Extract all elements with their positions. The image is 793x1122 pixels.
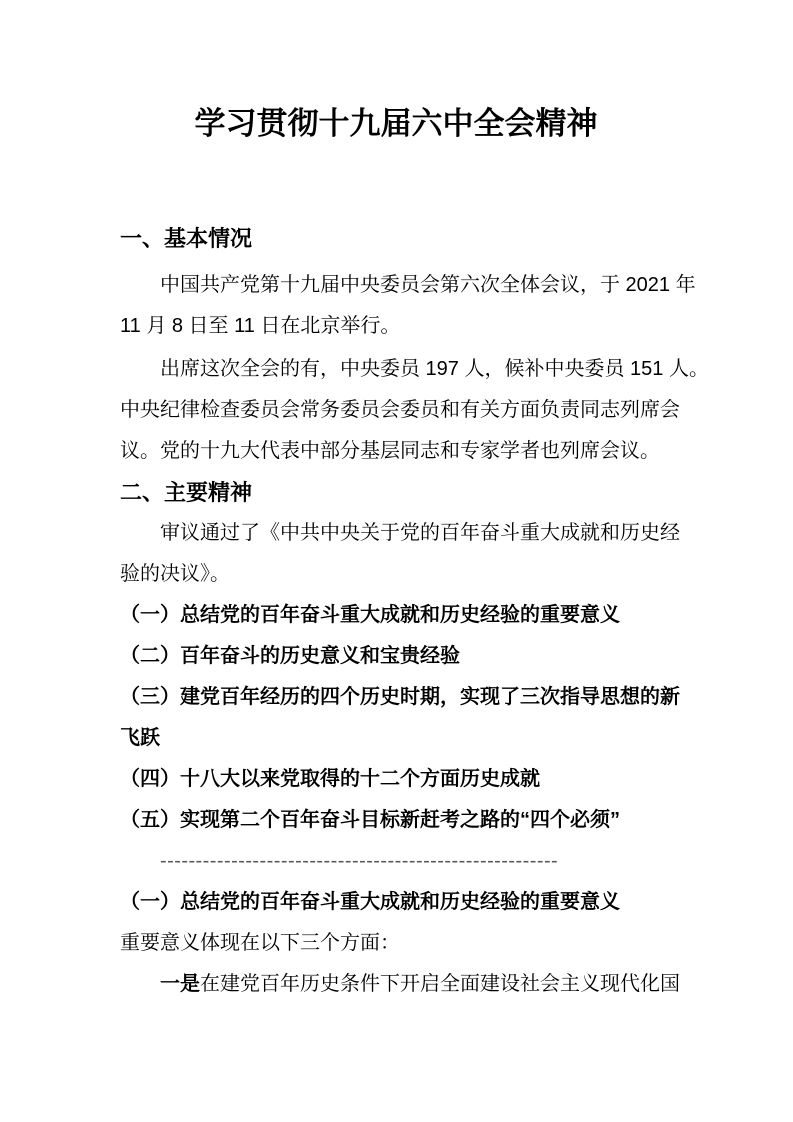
paragraph-line: 重要意义体现在以下三个方面： [120, 932, 400, 954]
outline-item-3: （三）建党百年经历的四个历史时期，实现了三次指导思想的新 [120, 686, 680, 708]
paragraph-line: 出席这次全会的有，中央委员 197 人，候补中央委员 151 人。 [160, 358, 709, 380]
paragraph-line: 议。党的十九大代表中部分基层同志和专家学者也列席会议。 [120, 440, 660, 462]
point-text: 在建党百年历史条件下开启全面建设社会主义现代化国 [200, 973, 680, 995]
paragraph-line: 中央纪律检查委员会常务委员会委员和有关方面负责同志列席会 [120, 399, 680, 421]
outline-item-1: （一）总结党的百年奋斗重大成就和历史经验的重要意义 [120, 604, 620, 626]
paragraph-line: 中国共产党第十九届中央委员会第六次全体会议，于 2021 年 [160, 274, 696, 296]
paragraph-line: 验的决议》。 [120, 563, 230, 585]
outline-item-2: （二）百年奋斗的历史意义和宝贵经验 [120, 645, 460, 667]
section-heading-2: 二、主要精神 [120, 480, 253, 505]
section-heading-1: 一、基本情况 [120, 226, 253, 251]
point-lead: 一是 [160, 973, 200, 995]
page-title: 学习贯彻十九届六中全会精神 [194, 106, 598, 141]
outline-item-5: （五）实现第二个百年奋斗目标新赶考之路的“四个必须” [120, 809, 620, 831]
paragraph-line [160, 964, 680, 1005]
dashed-divider: -------------------------------------------------------- [160, 850, 559, 872]
detail-subheading: （一）总结党的百年奋斗重大成就和历史经验的重要意义 [120, 891, 620, 913]
outline-item-4: （四）十八大以来党取得的十二个方面历史成就 [120, 768, 540, 790]
paragraph-line: 11 月 8 日至 11 日在北京举行。 [120, 315, 401, 337]
paragraph-line: 审议通过了《中共中央关于党的百年奋斗重大成就和历史经 [160, 522, 680, 544]
outline-item-3-continued: 飞跃 [120, 727, 160, 749]
